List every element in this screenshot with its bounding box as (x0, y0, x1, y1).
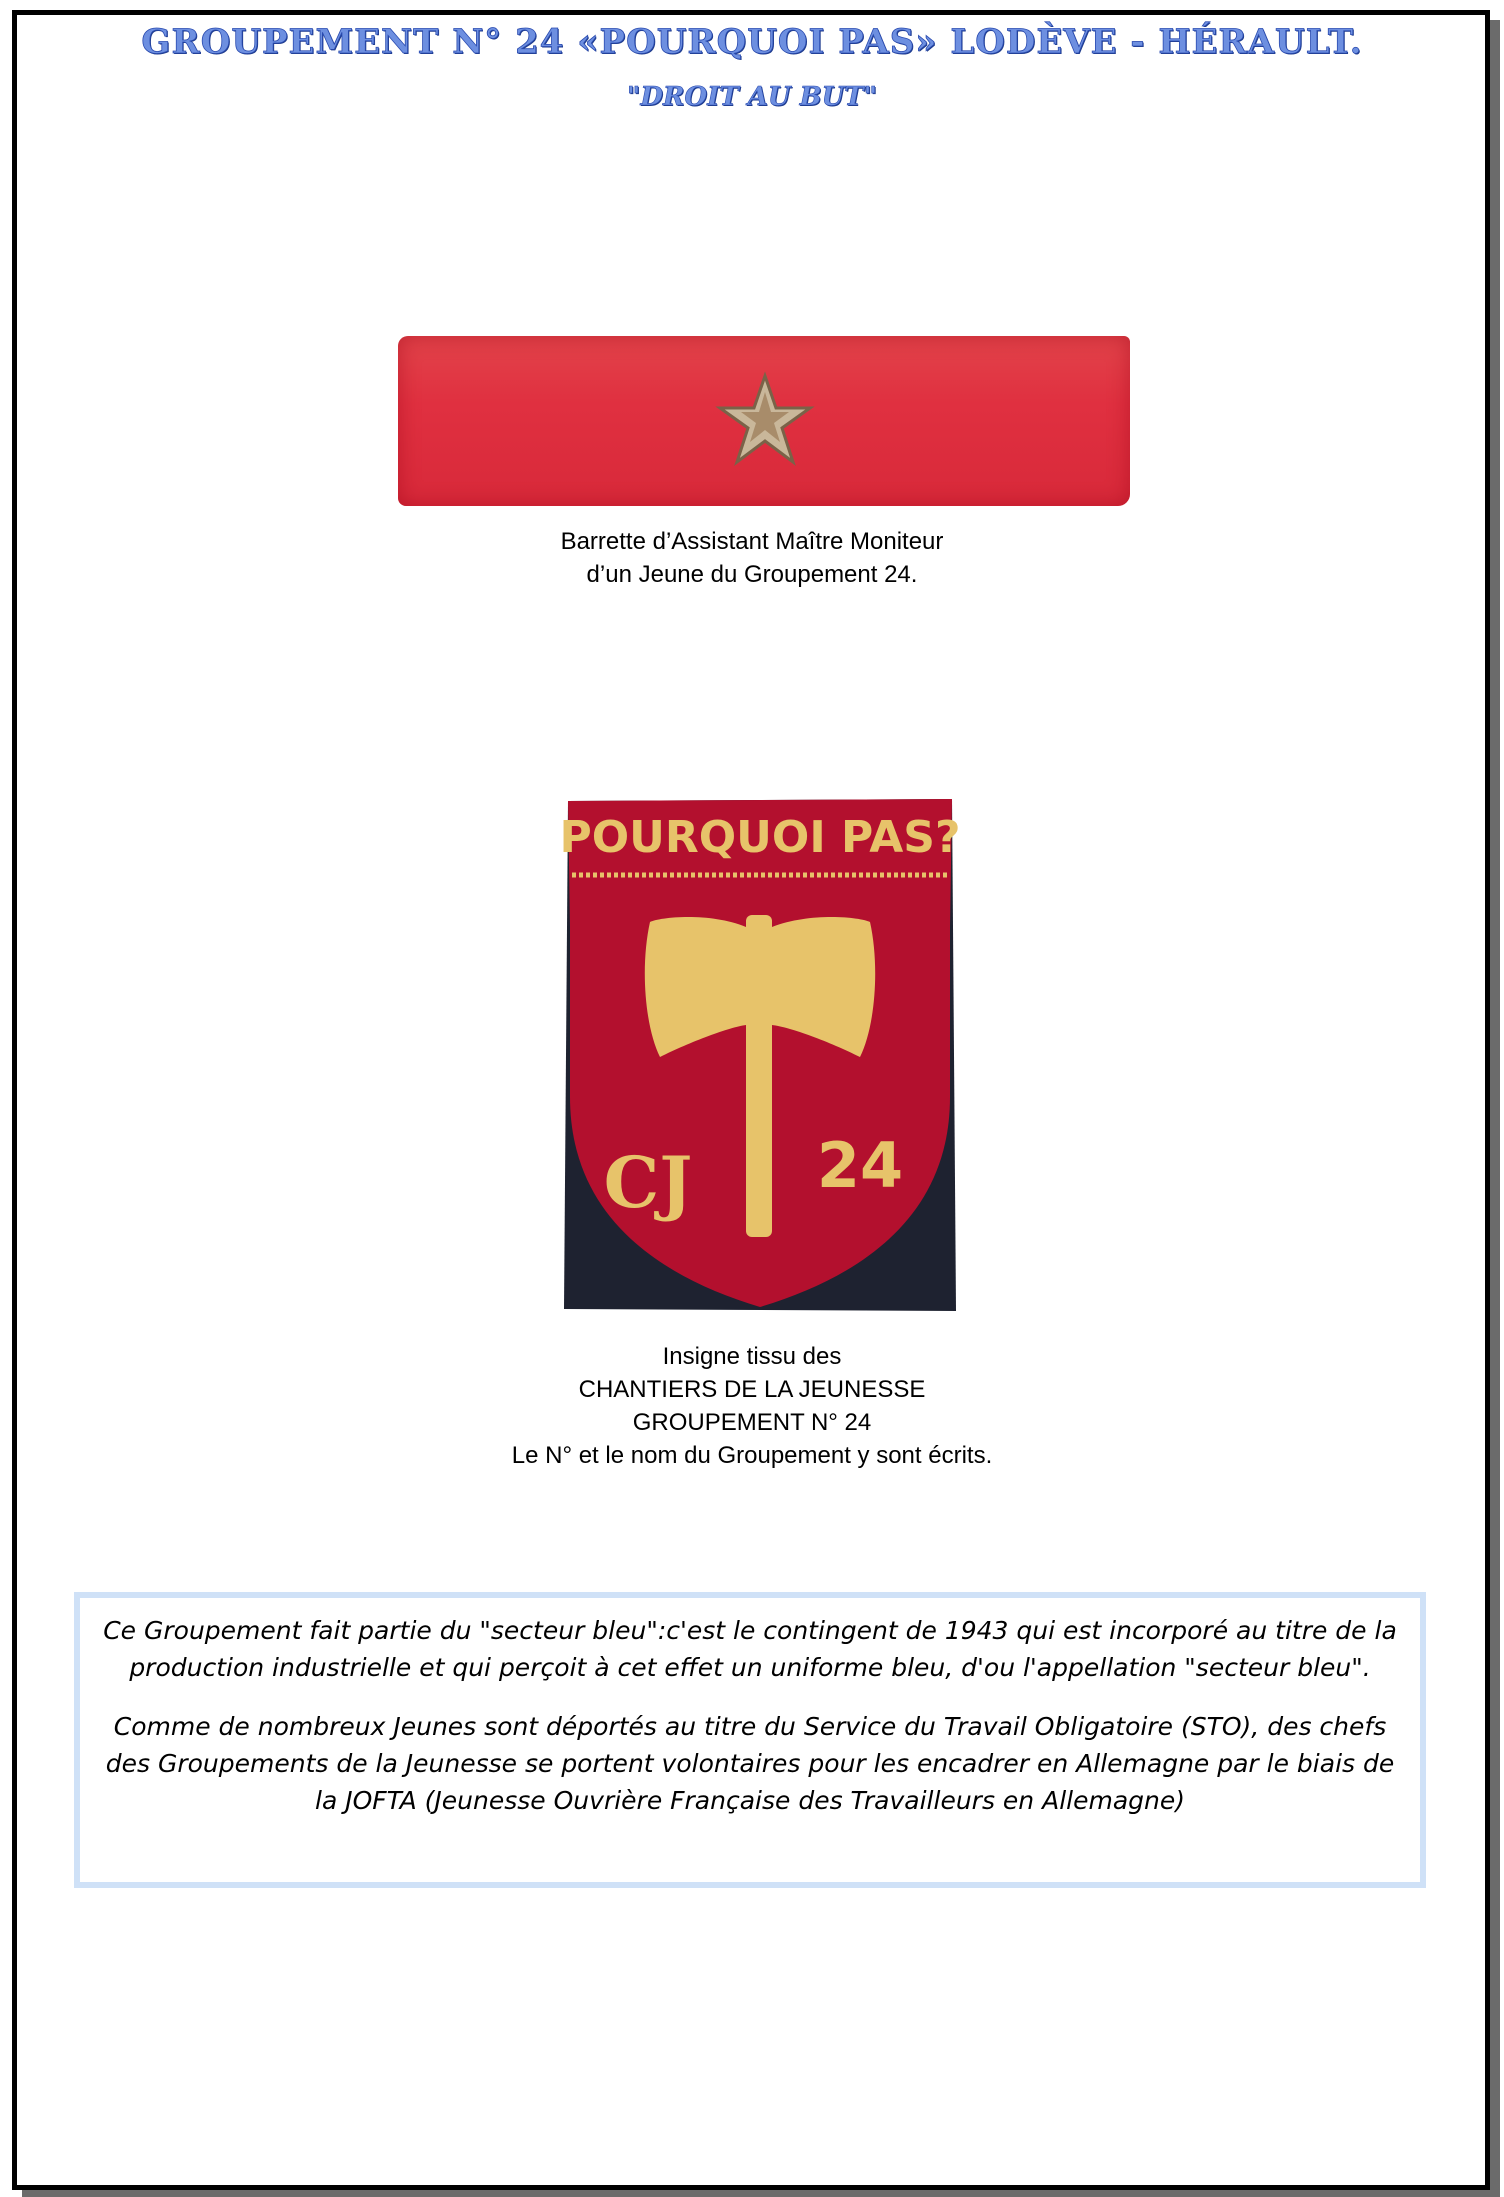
ribbon-caption-line: d’un Jeune du Groupement 24. (586, 561, 918, 588)
badge-monogram: CJ (603, 1141, 693, 1224)
rank-ribbon-image (398, 336, 1130, 506)
badge-caption-line: CHANTIERS DE LA JEUNESSE (578, 1376, 926, 1403)
page-title: GROUPEMENT N° 24 «POURQUOI PAS» LODÈVE - HÉRAULT. (141, 22, 1363, 62)
badge-caption-line: GROUPEMENT N° 24 (632, 1409, 872, 1436)
badge-image (560, 797, 960, 1313)
info-paragraph: Comme de nombreux Jeunes sont déportés au titre du Service du Travail Obligatoire (STO), des chefs des Groupements de la Jeunesse se portent volontaires pour les encadrer en Allemagne par le biais de la JOFTA (Jeunesse Ouvrière Française des Travailleurs en Allemagne) (105, 1712, 1395, 1815)
badge-caption-line: Insigne tissu des (662, 1343, 842, 1370)
ribbon-caption-line: Barrette d’Assistant Maître Moniteur (560, 528, 944, 555)
star-icon (715, 370, 815, 470)
badge-caption-line: Le N° et le nom du Groupement y sont écrits. (511, 1442, 993, 1469)
badge-banner-text: POURQUOI PAS? (560, 812, 960, 863)
badge-caption (0, 1340, 1504, 1472)
info-box (74, 1592, 1426, 1888)
badge-emblem (560, 797, 960, 1313)
motto: "DROIT AU BUT" (626, 82, 878, 112)
ribbon-caption (0, 525, 1504, 591)
info-paragraph: Ce Groupement fait partie du "secteur bleu":c'est le contingent de 1943 qui est incorporé au titre de la production industrielle et qui perçoit à cet effet un uniforme bleu, d'ou l'appellation "secteur bleu". (103, 1616, 1397, 1682)
badge-number: 24 (816, 1129, 904, 1202)
